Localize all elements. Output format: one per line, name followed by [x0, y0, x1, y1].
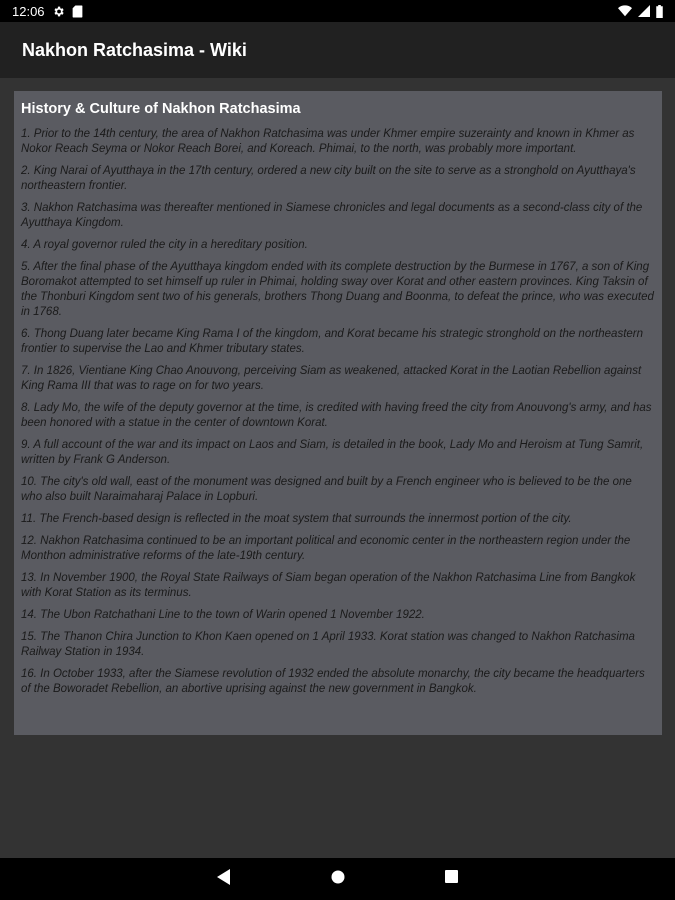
article-paragraph: 12. Nakhon Ratchasima continued to be an important political and economic center in the northeastern region under the Monthon administrative reforms of the late-19th century.: [21, 535, 631, 562]
navigation-bar: [0, 858, 675, 900]
article-paragraph: 9. A full account of the war and its impact on Laos and Siam, is detailed in the book, Lady Mo and Heroism at Tung Samrit, written by Frank G Anderson.: [21, 439, 644, 466]
signal-icon: [638, 5, 650, 17]
status-right: [618, 5, 663, 18]
content-area[interactable]: [0, 78, 675, 858]
home-button[interactable]: [326, 867, 350, 891]
recents-icon: [445, 870, 458, 888]
article-paragraph: 5. After the final phase of the Ayutthaya kingdom ended with its complete destruction by the Burmese in 1767, a son of King Boromakot attempted to set himself up ruler in Phimai, holding sway over Korat and other eastern provinces. King Taksin of the Thonburi Kingdom sent two of his generals, brothers Thong Duang and Boonma, to defeat the prince, who was executed in 1768.: [21, 261, 654, 318]
recents-button[interactable]: [440, 867, 464, 891]
status-time: 12:06: [12, 3, 45, 19]
back-button[interactable]: [212, 867, 236, 891]
article-paragraph: 2. King Narai of Ayutthaya in the 17th century, ordered a new city built on the site to serve as a stronghold on Ayutthaya's northeastern frontier.: [21, 165, 636, 192]
article-title: History & Culture of Nakhon Ratchasima: [21, 101, 301, 117]
article-paragraph: 15. The Thanon Chira Junction to Khon Kaen opened on 1 April 1933. Korat station was changed to Nakhon Ratchasima Railway Station in 1934.: [21, 631, 635, 658]
status-bar: [0, 0, 675, 22]
article-paragraph: 8. Lady Mo, the wife of the deputy governor at the time, is credited with having freed the city from Anouvong's army, and has been honored with a statue in the center of downtown Korat.: [21, 402, 652, 429]
article-paragraph: 3. Nakhon Ratchasima was thereafter mentioned in Siamese chronicles and legal documents as a second-class city of the Ayutthaya Kingdom.: [21, 202, 643, 229]
article-paragraph: 11. The French-based design is reflected in the moat system that surrounds the innermost portion of the city.: [21, 513, 572, 525]
article-paragraph: 14. The Ubon Ratchathani Line to the town of Warin opened 1 November 1922.: [21, 609, 425, 621]
article-card: [14, 91, 662, 735]
article-paragraph: 13. In November 1900, the Royal State Railways of Siam began operation of the Nakhon Ratchasima Line from Bangkok with Korat Station as its terminus.: [21, 572, 636, 599]
article-paragraph: 7. In 1826, Vientiane King Chao Anouvong, perceiving Siam as weakened, attacked Korat in the Laotian Rebellion against King Rama III that was to rage on for two years.: [21, 365, 642, 392]
back-icon: [217, 869, 231, 890]
app-title: Nakhon Ratchasima - Wiki: [22, 39, 247, 60]
article-paragraph: 6. Thong Duang later became King Rama I of the kingdom, and Korat became his strategic stronghold on the northeastern frontier to supervise the Lao and Khmer tributary states.: [21, 328, 644, 355]
article-paragraph: 4. A royal governor ruled the city in a hereditary position.: [21, 239, 308, 251]
article-paragraph: 1. Prior to the 14th century, the area of Nakhon Ratchasima was under Khmer empire suzerainty and known in Khmer as Nokor Reach Seyma or Nokor Reach Borei, and Koreach. Phimai, to the north, was probably more important.: [21, 128, 635, 155]
settings-icon: [52, 5, 65, 18]
article-paragraph: 16. In October 1933, after the Siamese revolution of 1932 ended the absolute monarchy, the city became the headquarters of the Boworadet Rebellion, an abortive uprising against the new government in Bangkok.: [21, 668, 645, 695]
sd-card-icon: [72, 5, 83, 18]
wifi-icon: [618, 5, 632, 17]
app-bar: [0, 22, 675, 78]
home-icon: [331, 870, 345, 889]
battery-icon: [656, 5, 663, 18]
article-paragraph: 10. The city's old wall, east of the monument was designed and built by a French engineer who is believed to be the one who also built Naraimaharaj Palace in Lopburi.: [21, 476, 632, 503]
status-left: [12, 4, 83, 19]
